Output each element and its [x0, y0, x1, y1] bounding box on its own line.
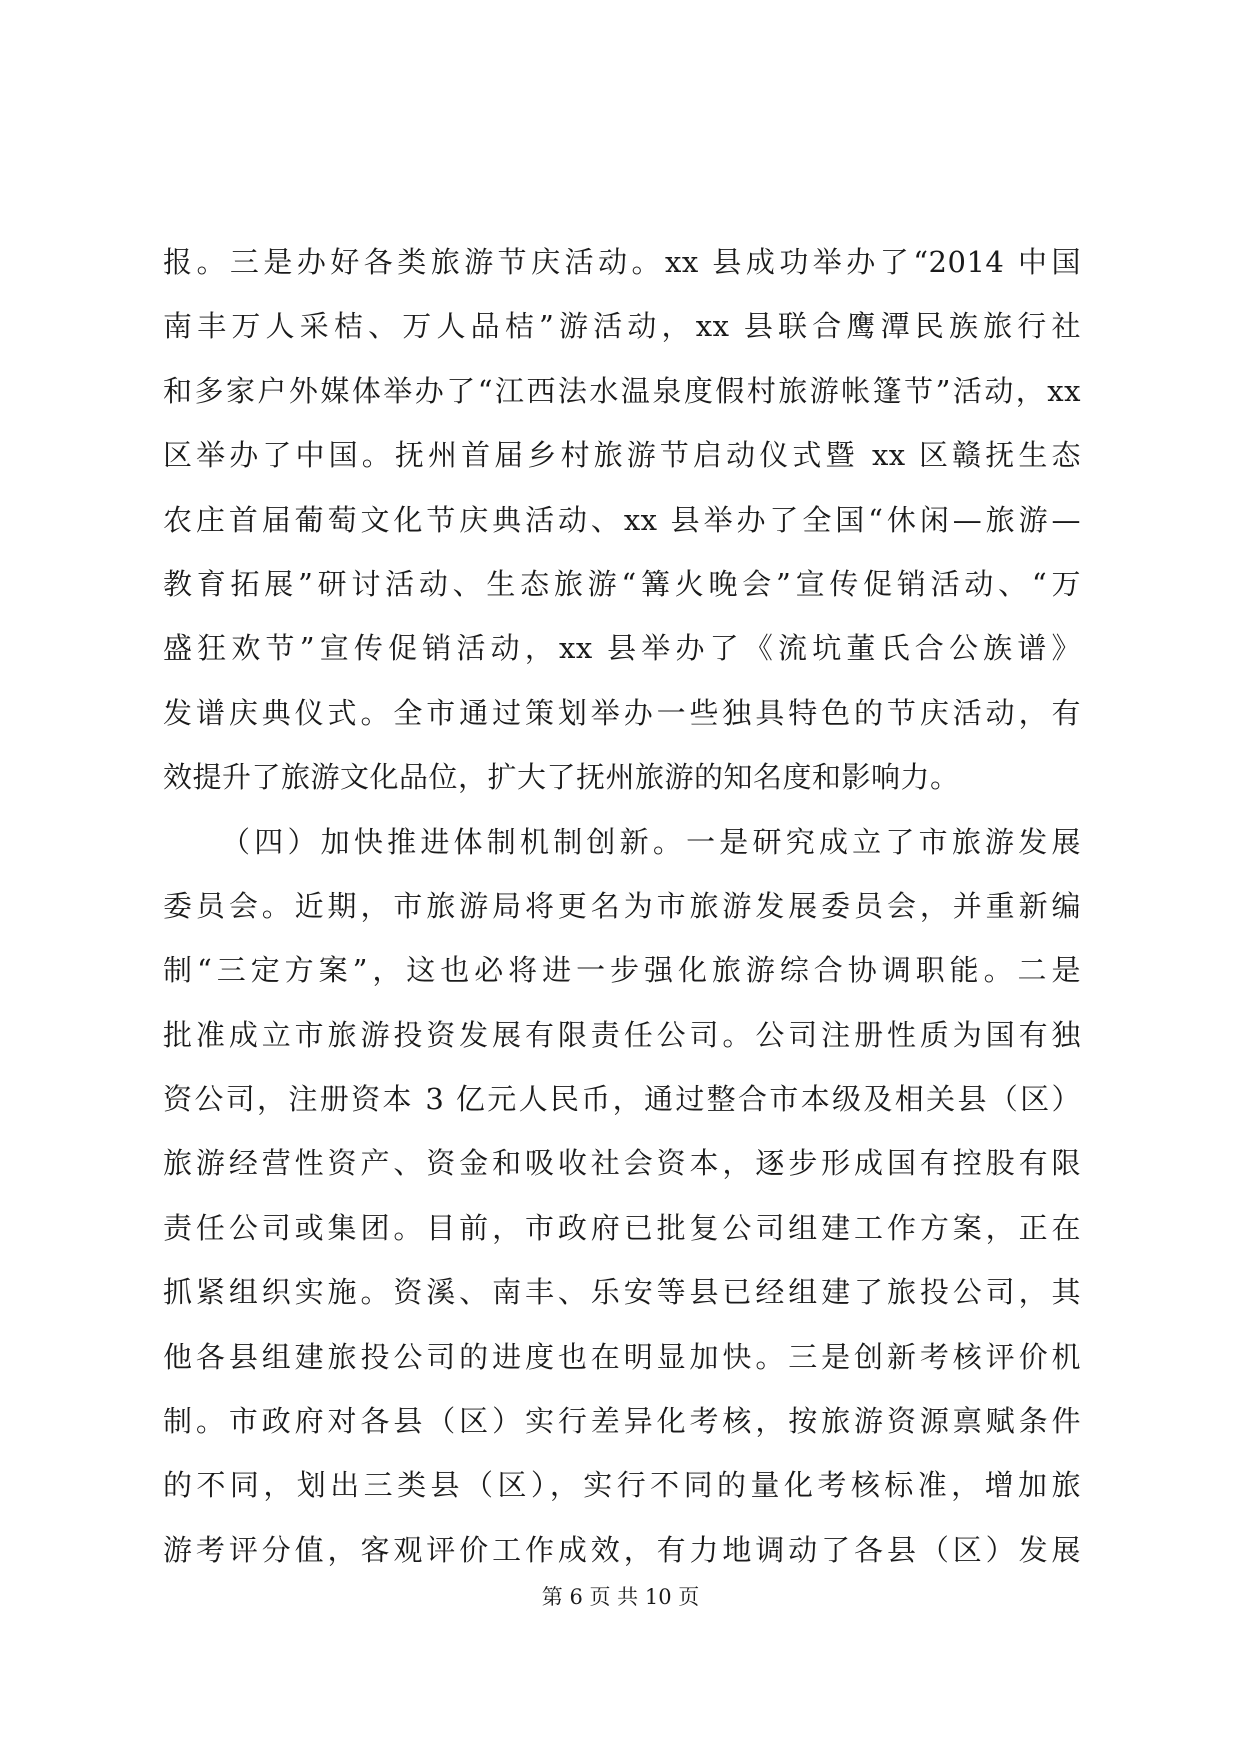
text-line: 南丰万人采桔、万人品桔”游活动，xx 县联合鹰潭民族旅行社 [163, 309, 1081, 344]
text-line: 效提升了旅游文化品位，扩大了抚州旅游的知名度和影响力。 [163, 760, 960, 795]
text-line: 资公司，注册资本 3 亿元人民币，通过整合市本级及相关县（区） [163, 1082, 1081, 1117]
text-line: 责任公司或集团。目前，市政府已批复公司组建工作方案，正在 [163, 1210, 1081, 1245]
text-line: 委员会。近期，市旅游局将更名为市旅游发展委员会，并重新编 [163, 888, 1081, 923]
text-line: 抓紧组织实施。资溪、南丰、乐安等县已经组建了旅投公司，其 [163, 1275, 1081, 1310]
paragraph-heading-line: （四）加快推进体制机制创新。一是研究成立了市旅游发展 [221, 824, 1081, 859]
text-line: 区举办了中国。抚州首届乡村旅游节启动仪式暨 xx 区赣抚生态 [163, 438, 1081, 473]
text-line: 农庄首届葡萄文化节庆典活动、xx 县举办了全国“休闲—旅游— [163, 502, 1081, 537]
text-line: 盛狂欢节”宣传促销活动，xx 县举办了《流坑董氏合公族谱》 [163, 631, 1081, 666]
page-number-footer: 第 6 页 共 10 页 [541, 1585, 700, 1609]
text-line: 他各县组建旅投公司的进度也在明显加快。三是创新考核评价机 [163, 1339, 1081, 1374]
text-line: 批准成立市旅游投资发展有限责任公司。公司注册性质为国有独 [163, 1017, 1081, 1052]
text-line: 制。市政府对各县（区）实行差异化考核，按旅游资源禀赋条件 [163, 1404, 1081, 1439]
body-text [163, 230, 1081, 1582]
text-line: 制“三定方案”，这也必将进一步强化旅游综合协调职能。二是 [163, 953, 1081, 988]
text-line: 游考评分值，客观评价工作成效，有力地调动了各县（区）发展 [163, 1532, 1081, 1567]
text-line: 的不同，划出三类县（区），实行不同的量化考核标准，增加旅 [163, 1468, 1081, 1503]
text-line: 发谱庆典仪式。全市通过策划举办一些独具特色的节庆活动，有 [163, 695, 1081, 730]
text-line: 教育拓展”研讨活动、生态旅游“篝火晚会”宣传促销活动、“万 [163, 566, 1081, 601]
text-line: 旅游经营性资产、资金和吸收社会资本，逐步形成国有控股有限 [163, 1146, 1081, 1181]
text-line: 和多家户外媒体举办了“江西法水温泉度假村旅游帐篷节”活动，xx [163, 373, 1081, 408]
text-line: 报。三是办好各类旅游节庆活动。xx 县成功举办了“2014 中国 [163, 245, 1081, 279]
